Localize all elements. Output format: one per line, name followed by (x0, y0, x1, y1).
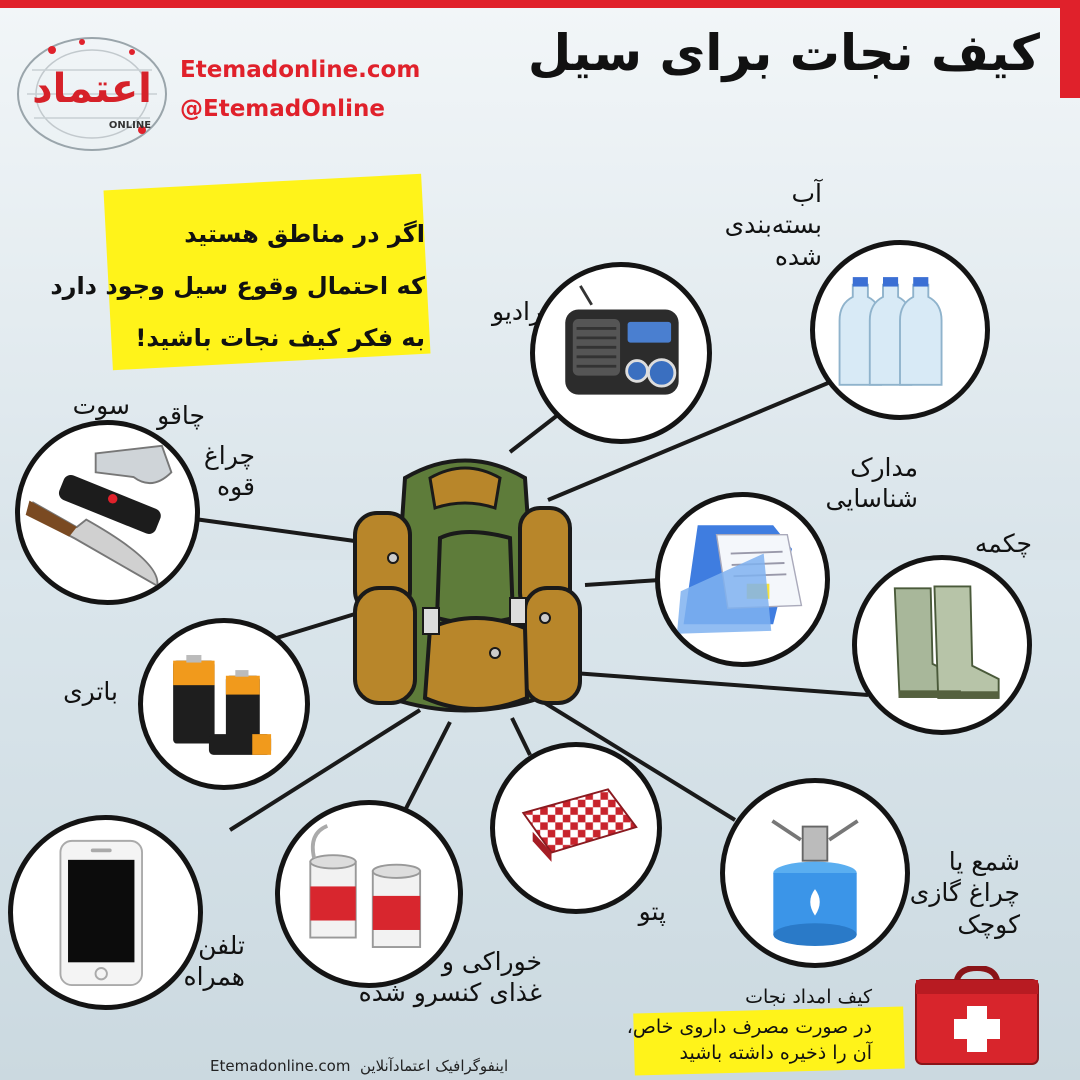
label-flashlight (204, 440, 255, 503)
callout-line: که احتمال وقوع سیل وجود دارد (50, 272, 425, 300)
blanket-circle (490, 742, 662, 914)
label-line: چراغ (203, 441, 255, 470)
label-line: کوچک (957, 909, 1020, 939)
label-line: شناسایی (825, 484, 918, 514)
label-line: همراه (183, 962, 245, 992)
label-line: خوراکی و (441, 947, 542, 976)
battery-icon (143, 623, 305, 785)
tools-circle (15, 420, 200, 605)
label-line: بسته‌بندی (724, 210, 822, 240)
callout-line: به فکر کیف نجات باشید! (135, 324, 425, 352)
label-knife: چاقو (157, 401, 205, 430)
water-bottle-icon (815, 245, 985, 415)
label-radio: رادیو (491, 297, 542, 326)
first-aid-title: کیف امداد نجات (745, 986, 872, 1008)
label-line: شده (774, 241, 822, 271)
label-whistle: سوت (72, 391, 130, 420)
radio-circle (530, 262, 712, 444)
label-boots: چکمه (974, 529, 1032, 558)
phone-circle (8, 815, 203, 1010)
boots-icon (857, 560, 1027, 730)
page-title: کیف نجات برای سیل (527, 24, 1040, 82)
callout-line: اگر در مناطق هستید (184, 220, 425, 248)
label-line: تلفن (198, 931, 245, 960)
label-line: شمع یا (948, 847, 1020, 876)
label-stove (910, 846, 1020, 940)
label-line: آب (791, 179, 822, 208)
label-line: چراغ گازی (909, 878, 1020, 908)
footer-credit: اینفوگرافیک اعتمادآنلاین (360, 1057, 509, 1075)
note-line: در صورت مصرف داروی خاص، (626, 1016, 872, 1038)
label-battery: باتری (63, 677, 118, 706)
documents-circle (655, 492, 830, 667)
logo-wordmark: اعتماد (32, 66, 152, 112)
site-handle[interactable]: @EtemadOnline (180, 96, 385, 122)
battery-circle (138, 618, 310, 790)
label-line: قوه (217, 472, 255, 502)
label-phone (184, 930, 245, 993)
label-blanket: پتو (638, 897, 666, 926)
stove-circle (720, 778, 910, 968)
logo-subtext: ONLINE (108, 120, 152, 131)
document-folder-icon (660, 497, 825, 662)
label-documents (826, 452, 918, 515)
first-aid-note (627, 1014, 872, 1066)
radio-icon (535, 267, 707, 439)
note-line: آن را ذخیره داشته باشید (679, 1042, 872, 1064)
label-water (725, 178, 822, 272)
callout-text (50, 208, 425, 364)
label-line: غذای کنسرو شده (358, 978, 542, 1008)
knife-flashlight-whistle-icon (20, 425, 195, 600)
etemad-logo (12, 30, 172, 158)
backpack-illustration (345, 448, 585, 728)
gas-stove-icon (725, 783, 905, 963)
first-aid-kit-icon (912, 966, 1042, 1066)
boots-circle (852, 555, 1032, 735)
mobile-phone-icon (13, 820, 198, 1005)
water-circle (810, 240, 990, 420)
blanket-icon (495, 747, 657, 909)
footer-url[interactable]: Etemadonline.com (210, 1057, 351, 1075)
label-food (359, 946, 542, 1009)
site-url[interactable]: Etemadonline.com (180, 57, 421, 83)
label-line: مدارک (850, 453, 918, 482)
